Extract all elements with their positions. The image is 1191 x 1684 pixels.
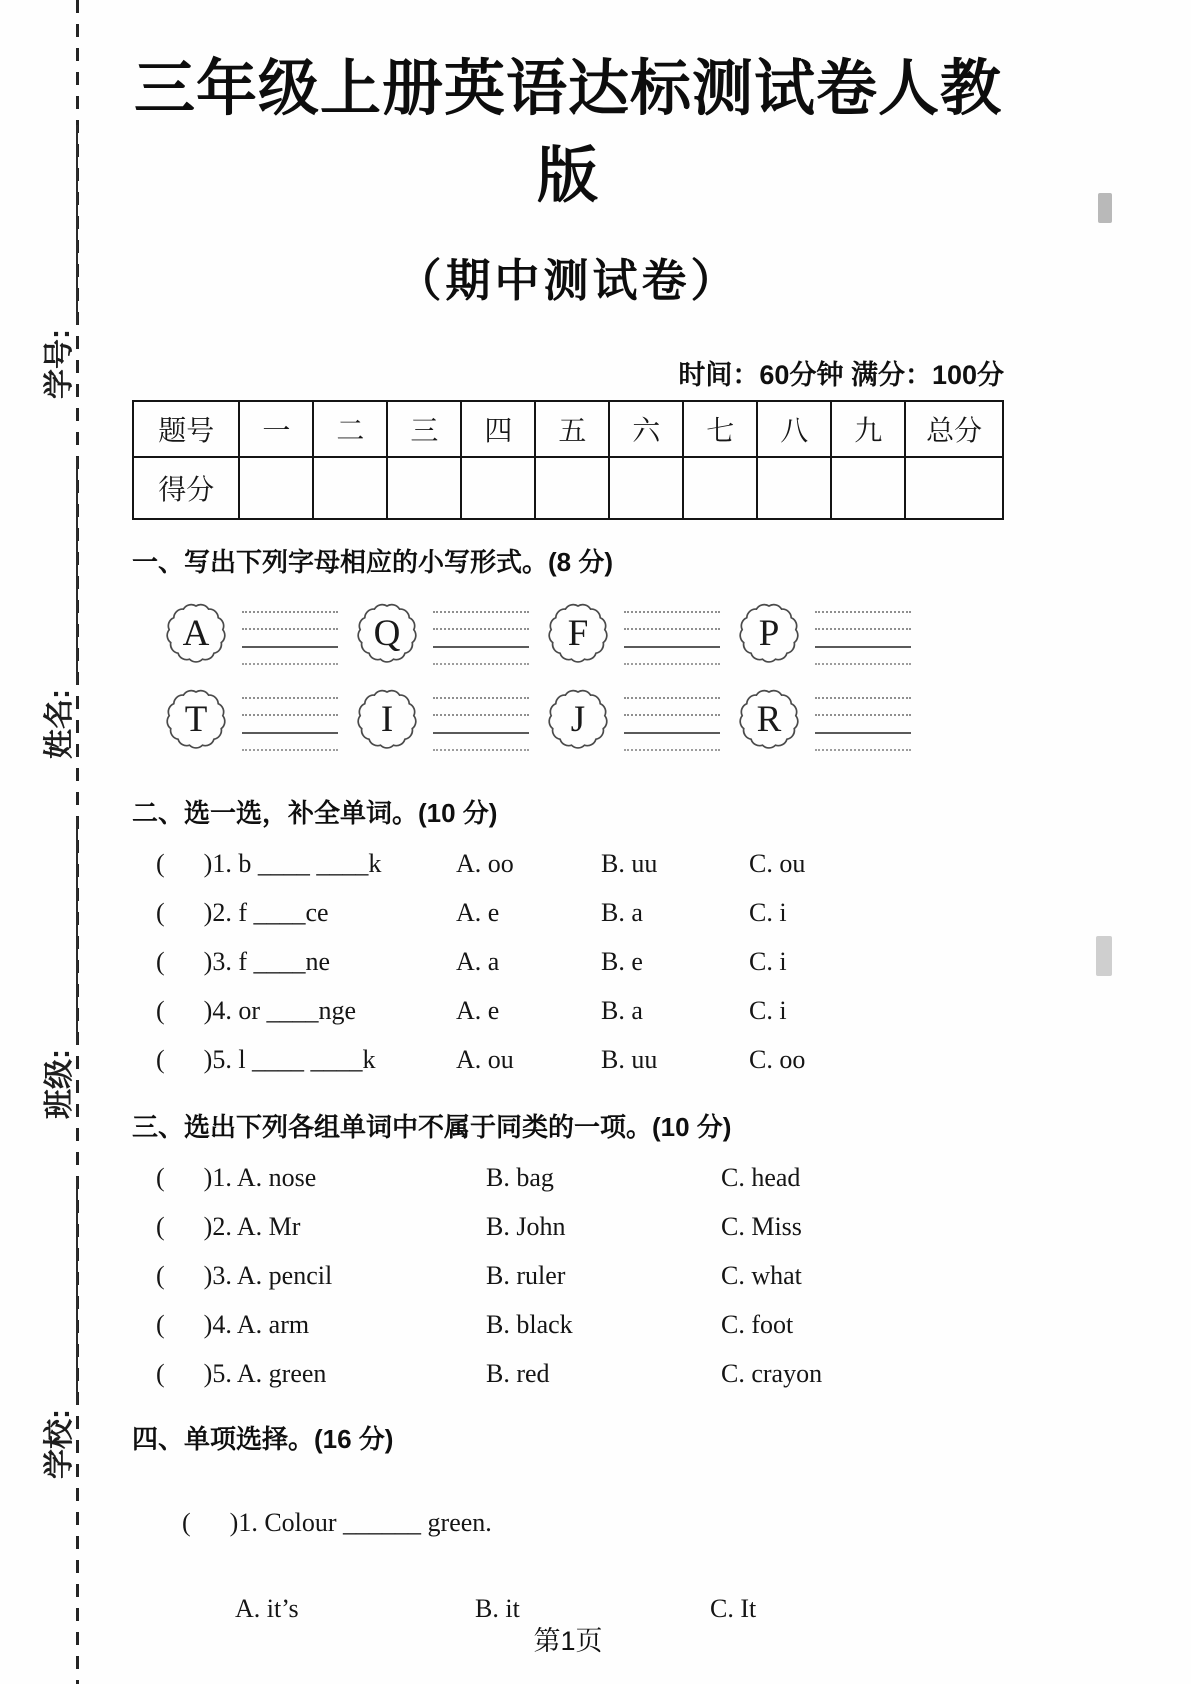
option-c: C. head: [721, 1163, 801, 1192]
margin-field-school: [34, 1177, 78, 1479]
cloud-shape: [158, 681, 234, 757]
time-and-score-info: 时间：60分钟 满分：100分: [678, 360, 1004, 390]
option-a: ( )3. A. pencil: [156, 1261, 333, 1290]
option-c: C. oo: [749, 1045, 806, 1074]
score-cell: [313, 457, 387, 519]
question-row: [156, 947, 1004, 977]
option-c: C. Miss: [721, 1212, 802, 1241]
score-cell: [535, 457, 609, 519]
option-b: B. a: [601, 996, 643, 1025]
score-table-header-row: [133, 401, 1003, 457]
section4-heading: 四、单项选择。(16 分): [132, 1424, 394, 1454]
cloud-shape: [349, 595, 425, 671]
uppercase-letter: A: [182, 612, 210, 654]
margin-blank-school: [42, 1177, 79, 1405]
option-c: C. i: [749, 996, 787, 1025]
question-text: ( )2. f ____ce: [156, 898, 329, 927]
option-a: ( )5. A. green: [156, 1359, 327, 1388]
scan-artifact: [1096, 936, 1112, 976]
score-table-header-cell: 一: [239, 401, 313, 457]
score-cell: [683, 457, 757, 519]
section3-heading: 三、选出下列各组单词中不属于同类的一项。(10 分): [132, 1112, 732, 1142]
letter-exercise-F: [540, 595, 720, 671]
question-row: [156, 1163, 1004, 1193]
exam-page: [132, 0, 1004, 1624]
option-b: B. bag: [486, 1163, 554, 1192]
letter-row-2: [132, 681, 1004, 757]
question-row: [156, 1261, 1004, 1291]
writing-guide-lines: [624, 697, 720, 751]
margin-fields: [4, 24, 78, 1684]
option-a: ( )1. A. nose: [156, 1163, 317, 1192]
question-text: ( )1. Colour ______ green.: [182, 1508, 492, 1537]
score-cell: [609, 457, 683, 519]
score-table-header-cell: 二: [313, 401, 387, 457]
letter-exercise-T: [158, 681, 338, 757]
uppercase-letter: R: [756, 698, 782, 740]
writing-guide-lines: [242, 697, 338, 751]
cloud-shape: [540, 681, 616, 757]
question-row: [156, 898, 1004, 928]
letter-exercise-R: [731, 681, 911, 757]
margin-blank-student-no: [42, 125, 79, 325]
option-a: ( )2. A. Mr: [156, 1212, 301, 1241]
margin-label-school: 学校:: [43, 1409, 76, 1479]
letter-exercise-I: [349, 681, 529, 757]
page-title: 三年级上册英语达标测试卷人教版: [133, 54, 1002, 209]
score-cell: [387, 457, 461, 519]
option-b: B. ruler: [486, 1261, 566, 1290]
margin-field-class: [34, 817, 78, 1119]
option-a: A. it’s: [235, 1594, 299, 1623]
option-c: C. what: [721, 1261, 802, 1290]
option-b: B. uu: [601, 849, 658, 878]
option-b: B. red: [486, 1359, 550, 1388]
option-b: B. black: [486, 1310, 573, 1339]
score-table: [132, 400, 1004, 520]
letter-exercise-Q: [349, 595, 529, 671]
uppercase-letter: P: [758, 612, 780, 654]
writing-guide-lines: [815, 697, 911, 751]
uppercase-letter: J: [570, 698, 586, 740]
score-table-header-cell: 三: [387, 401, 461, 457]
option-b: B. a: [601, 898, 643, 927]
score-cell: [905, 457, 1003, 519]
cloud-shape: [158, 595, 234, 671]
margin-field-student-no: [34, 125, 78, 399]
option-b: B. it: [475, 1594, 520, 1623]
score-table-header-cell: 六: [609, 401, 683, 457]
letter-exercise-J: [540, 681, 720, 757]
cloud-shape: [349, 681, 425, 757]
score-table-header-cell: 四: [461, 401, 535, 457]
letter-row-1: [132, 595, 1004, 671]
question-text: ( )1. b ____ ____k: [156, 849, 382, 878]
question-row: [156, 849, 1004, 879]
score-table-header-cell: 七: [683, 401, 757, 457]
question-row: [156, 1212, 1004, 1242]
score-cell: [239, 457, 313, 519]
question-row: [156, 1478, 1004, 1568]
writing-guide-lines: [433, 611, 529, 665]
option-b: B. uu: [601, 1045, 658, 1074]
writing-guide-lines: [624, 611, 720, 665]
option-c: C. It: [710, 1594, 757, 1623]
option-b: B. John: [486, 1212, 566, 1241]
uppercase-letter: Q: [373, 612, 401, 654]
option-a: A. a: [456, 947, 500, 976]
score-table-header-cell: 总分: [905, 401, 1003, 457]
score-table-header-cell: 题号: [133, 401, 239, 457]
question-row: [156, 1045, 1004, 1075]
writing-guide-lines: [815, 611, 911, 665]
letter-exercise-P: [731, 595, 911, 671]
score-table-header-cell: 九: [831, 401, 905, 457]
option-b: B. e: [601, 947, 643, 976]
option-a: ( )4. A. arm: [156, 1310, 310, 1339]
cloud-shape: [731, 595, 807, 671]
score-table-header-cell: 八: [757, 401, 831, 457]
letter-exercise-A: [158, 595, 338, 671]
scan-artifact: [1098, 193, 1112, 223]
margin-label-name: 姓名:: [43, 689, 76, 759]
page-number: 第1页: [533, 1626, 603, 1656]
section2-heading: 二、选一选，补全单词。(10 分): [132, 798, 498, 828]
option-a: A. e: [456, 996, 500, 1025]
option-c: C. i: [749, 947, 787, 976]
margin-blank-class: [42, 817, 79, 1045]
score-cell: [757, 457, 831, 519]
uppercase-letter: I: [380, 698, 394, 740]
score-cell: [461, 457, 535, 519]
uppercase-letter: F: [567, 612, 589, 654]
question-text: ( )5. l ____ ____k: [156, 1045, 376, 1074]
question-text: ( )3. f ____ne: [156, 947, 331, 976]
writing-guide-lines: [242, 611, 338, 665]
margin-label-class: 班级:: [43, 1049, 76, 1119]
writing-guide-lines: [433, 697, 529, 751]
score-table-score-row: [133, 457, 1003, 519]
option-c: C. crayon: [721, 1359, 823, 1388]
page-subtitle: （期中测试卷）: [396, 255, 740, 306]
margin-blank-name: [42, 457, 79, 685]
cloud-shape: [731, 681, 807, 757]
question-row: [156, 1359, 1004, 1389]
score-row-label: 得分: [133, 457, 239, 519]
score-cell: [831, 457, 905, 519]
margin-field-name: [34, 457, 78, 759]
cloud-shape: [540, 595, 616, 671]
option-c: C. ou: [749, 849, 806, 878]
option-a: A. e: [456, 898, 500, 927]
question-row: [156, 996, 1004, 1026]
section1-heading: 一、写出下列字母相应的小写形式。(8 分): [132, 547, 614, 577]
option-a: A. ou: [456, 1045, 514, 1074]
option-a: A. oo: [456, 849, 514, 878]
question-text: ( )4. or ____nge: [156, 996, 357, 1025]
option-c: C. foot: [721, 1310, 794, 1339]
question-row: [156, 1310, 1004, 1340]
option-c: C. i: [749, 898, 787, 927]
uppercase-letter: T: [184, 698, 208, 740]
margin-label-student-no: 学号:: [43, 329, 76, 399]
score-table-header-cell: 五: [535, 401, 609, 457]
